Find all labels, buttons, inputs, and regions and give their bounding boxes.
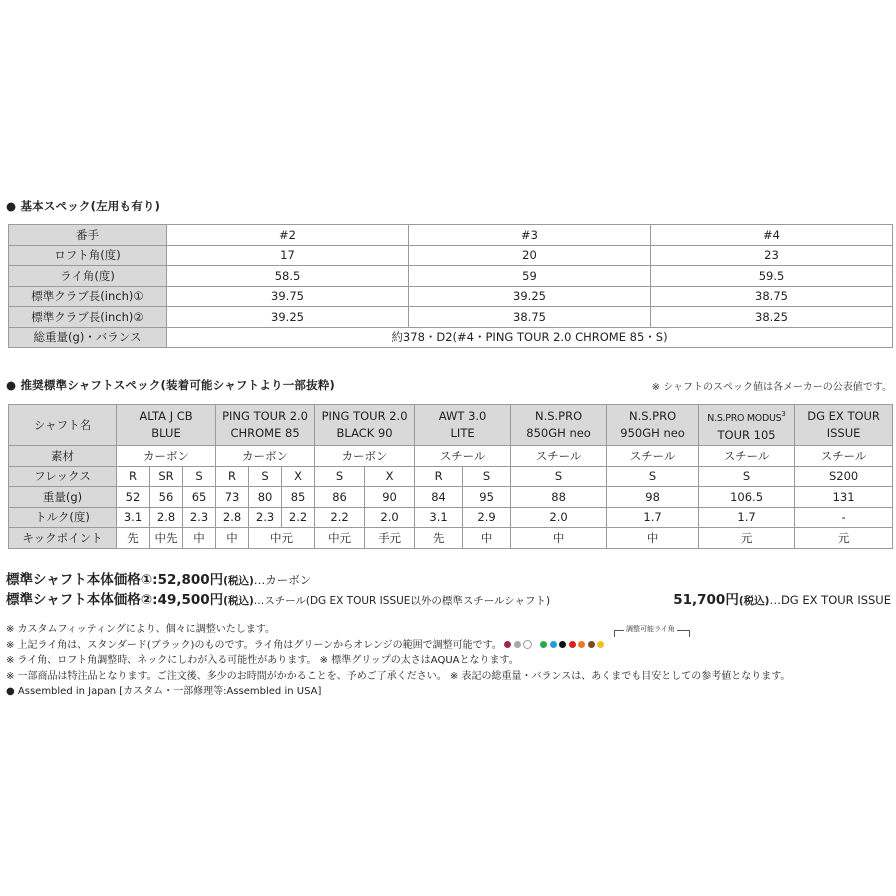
torque-cell: 2.9 bbox=[463, 507, 511, 528]
spec-cell: 38.75 bbox=[409, 307, 651, 328]
material-cell: スチール bbox=[415, 446, 511, 467]
kick-cell: 中 bbox=[183, 528, 216, 549]
price-2-tax: (税込) bbox=[223, 595, 254, 607]
shaft-name-line1: PING TOUR 2.0 bbox=[222, 409, 309, 423]
shaft-name-line2: 950GH neo bbox=[620, 426, 685, 440]
shaft-flex-row bbox=[9, 466, 893, 487]
price-2-label: 標準シャフト本体価格②: bbox=[6, 592, 158, 608]
kick-cell: 中元 bbox=[249, 528, 315, 549]
spec-weight-value: 約378・D2(#4・PING TOUR 2.0 CHROME 85・S) bbox=[167, 327, 893, 348]
torque-cell: 1.7 bbox=[699, 507, 795, 528]
price-line-3 bbox=[673, 588, 891, 608]
shaft-spec-table bbox=[8, 404, 893, 549]
price-1-tax: (税込) bbox=[223, 575, 254, 587]
weight-cell: 86 bbox=[315, 487, 365, 508]
price-2-amount: 49,500円 bbox=[157, 592, 224, 608]
shaft-material-row bbox=[9, 446, 893, 467]
shaft-row-label: 素材 bbox=[9, 446, 117, 467]
torque-cell: 2.8 bbox=[150, 507, 183, 528]
kick-cell: 元 bbox=[795, 528, 893, 549]
spec-row-label: 標準クラブ長(inch)② bbox=[9, 307, 167, 328]
spec-row-label: ライ角(度) bbox=[9, 266, 167, 287]
torque-cell: 2.3 bbox=[249, 507, 282, 528]
torque-cell: 2.0 bbox=[511, 507, 607, 528]
weight-cell: 80 bbox=[249, 487, 282, 508]
note-text: ※ 上記ライ角は、スタンダード(ブラック)のものです。ライ角はグリーンからオレンジの範囲で調整可能です。 bbox=[6, 639, 502, 651]
spec-col-2: #2 bbox=[167, 225, 409, 246]
material-cell: スチール bbox=[699, 446, 795, 467]
price-3-note: …DG EX TOUR ISSUE bbox=[769, 593, 891, 607]
spec-row-lie bbox=[9, 266, 893, 287]
shaft-torque-row bbox=[9, 507, 893, 528]
kick-cell: 中 bbox=[607, 528, 699, 549]
flex-cell: R bbox=[117, 466, 150, 487]
shaft-name-line1: DG EX TOUR bbox=[807, 409, 880, 423]
price-3-tax: (税込) bbox=[738, 595, 770, 607]
lie-color-dot bbox=[569, 641, 576, 648]
flex-cell: S bbox=[183, 466, 216, 487]
note-line: ※ 一部商品は特注品となります。ご注文後、多少のお時間がかかることを、予めご了承ください。 ※ 表記の総重量・バランスは、あくまでも目安としての参考値となります。 bbox=[6, 670, 791, 682]
shaft-spec-heading: ● 推奨標準シャフトスペック(装着可能シャフトより一部抜粋) bbox=[6, 378, 335, 392]
torque-cell: 3.1 bbox=[117, 507, 150, 528]
shaft-name-line2: BLACK 90 bbox=[336, 426, 393, 440]
shaft-name-line1: ALTA J CB bbox=[139, 409, 193, 423]
flex-cell: R bbox=[415, 466, 463, 487]
shaft-name-label: シャフト名 bbox=[9, 405, 117, 446]
spec-row-length2 bbox=[9, 307, 893, 328]
shaft-name-850gh bbox=[511, 405, 607, 446]
spec-cell: 23 bbox=[651, 245, 893, 266]
torque-cell: 2.0 bbox=[365, 507, 415, 528]
spec-row-label: 総重量(g)・バランス bbox=[9, 327, 167, 348]
torque-cell: 2.8 bbox=[216, 507, 249, 528]
weight-cell: 131 bbox=[795, 487, 893, 508]
weight-cell: 98 bbox=[607, 487, 699, 508]
shaft-name-line1: N.S.PRO MODUS bbox=[707, 412, 782, 424]
lie-color-dot bbox=[559, 641, 566, 648]
price-1-label: 標準シャフト本体価格①: bbox=[6, 572, 158, 588]
shaft-row-label: フレックス bbox=[9, 466, 117, 487]
kick-cell: 元 bbox=[699, 528, 795, 549]
lie-color-dot bbox=[540, 641, 547, 648]
shaft-name-line1: AWT 3.0 bbox=[438, 409, 487, 423]
shaft-name-line1: N.S.PRO bbox=[628, 409, 677, 423]
torque-cell: 1.7 bbox=[607, 507, 699, 528]
kick-cell: 中 bbox=[463, 528, 511, 549]
spec-cell: 58.5 bbox=[167, 266, 409, 287]
shaft-name-sup: 3 bbox=[781, 410, 786, 419]
price-3-amount: 51,700円 bbox=[673, 592, 739, 608]
torque-cell: 3.1 bbox=[415, 507, 463, 528]
note-line: ※ カスタムフィッティングにより、個々に調整いたします。 bbox=[6, 624, 275, 635]
weight-cell: 106.5 bbox=[699, 487, 795, 508]
shaft-name-line1: N.S.PRO bbox=[534, 409, 583, 423]
spec-col-3: #3 bbox=[409, 225, 651, 246]
lie-color-dot bbox=[578, 641, 585, 648]
spec-col-4: #4 bbox=[651, 225, 893, 246]
torque-cell: 2.2 bbox=[315, 507, 365, 528]
material-cell: スチール bbox=[607, 446, 699, 467]
shaft-name-line2: BLUE bbox=[151, 426, 181, 440]
lie-color-dot bbox=[514, 641, 521, 648]
weight-cell: 85 bbox=[282, 487, 315, 508]
shaft-kick-row bbox=[9, 528, 893, 549]
basic-spec-heading: ● 基本スペック(左用も有り) bbox=[6, 199, 161, 213]
flex-cell: S bbox=[511, 466, 607, 487]
basic-spec-table bbox=[8, 224, 893, 348]
kick-cell: 中先 bbox=[150, 528, 183, 549]
spec-row-label: ロフト角(度) bbox=[9, 245, 167, 266]
spec-header-label: 番手 bbox=[9, 225, 167, 246]
kick-cell: 中 bbox=[216, 528, 249, 549]
weight-cell: 56 bbox=[150, 487, 183, 508]
shaft-name-950gh bbox=[607, 405, 699, 446]
material-cell: スチール bbox=[795, 446, 893, 467]
spec-cell: 38.75 bbox=[651, 286, 893, 307]
flex-cell: S bbox=[463, 466, 511, 487]
kick-cell: 手元 bbox=[365, 528, 415, 549]
weight-cell: 65 bbox=[183, 487, 216, 508]
note-line-lie bbox=[6, 638, 790, 654]
weight-cell: 90 bbox=[365, 487, 415, 508]
lie-color-dots bbox=[502, 640, 605, 651]
shaft-name-line2: LITE bbox=[450, 426, 475, 440]
shaft-spec-note: ※ シャフトのスペック値は各メーカーの公表値です。 bbox=[651, 382, 892, 393]
weight-cell: 84 bbox=[415, 487, 463, 508]
kick-cell: 先 bbox=[415, 528, 463, 549]
material-cell: カーボン bbox=[117, 446, 216, 467]
kick-cell: 中 bbox=[511, 528, 607, 549]
material-cell: カーボン bbox=[315, 446, 415, 467]
flex-cell: R bbox=[216, 466, 249, 487]
lie-color-dot bbox=[504, 641, 511, 648]
spec-cell: 38.25 bbox=[651, 307, 893, 328]
lie-color-dot bbox=[597, 641, 604, 648]
price-line-1 bbox=[6, 568, 311, 588]
lie-color-dot bbox=[588, 641, 595, 648]
price-line-2 bbox=[6, 588, 550, 608]
shaft-name-line2: 850GH neo bbox=[526, 426, 591, 440]
flex-cell: X bbox=[365, 466, 415, 487]
flex-cell: SR bbox=[150, 466, 183, 487]
spec-cell: 59.5 bbox=[651, 266, 893, 287]
flex-cell: X bbox=[282, 466, 315, 487]
shaft-name-awt bbox=[415, 405, 511, 446]
torque-cell: 2.3 bbox=[183, 507, 216, 528]
weight-cell: 88 bbox=[511, 487, 607, 508]
kick-cell: 中元 bbox=[315, 528, 365, 549]
price-2-note: …スチール(DG EX TOUR ISSUE以外の標準スチールシャフト) bbox=[253, 595, 551, 607]
flex-cell: S bbox=[315, 466, 365, 487]
spec-header-row bbox=[9, 225, 893, 246]
lie-color-dot bbox=[550, 641, 557, 648]
shaft-name-line1: PING TOUR 2.0 bbox=[321, 409, 408, 423]
kick-cell: 先 bbox=[117, 528, 150, 549]
lie-color-dot bbox=[523, 640, 532, 649]
spec-cell: 39.75 bbox=[167, 286, 409, 307]
price-1-amount: 52,800円 bbox=[157, 572, 224, 588]
torque-cell: 2.2 bbox=[282, 507, 315, 528]
flex-cell: S bbox=[607, 466, 699, 487]
shaft-name-ping-black bbox=[315, 405, 415, 446]
flex-cell: S bbox=[699, 466, 795, 487]
spec-cell: 39.25 bbox=[167, 307, 409, 328]
shaft-row-label: 重量(g) bbox=[9, 487, 117, 508]
price-1-note: …カーボン bbox=[253, 573, 312, 587]
material-cell: カーボン bbox=[216, 446, 315, 467]
material-cell: スチール bbox=[511, 446, 607, 467]
spec-row-weight bbox=[9, 327, 893, 348]
spec-cell: 59 bbox=[409, 266, 651, 287]
shaft-name-line2: ISSUE bbox=[826, 426, 861, 440]
spec-row-length1 bbox=[9, 286, 893, 307]
spec-row-label: 標準クラブ長(inch)① bbox=[9, 286, 167, 307]
shaft-row-label: トルク(度) bbox=[9, 507, 117, 528]
weight-cell: 73 bbox=[216, 487, 249, 508]
note-line: ※ ライ角、ロフト角調整時、ネックにしわが入る可能性があります。 ※ 標準グリップの太さはAQUAとなります。 bbox=[6, 655, 519, 666]
spec-cell: 20 bbox=[409, 245, 651, 266]
shaft-name-alta bbox=[117, 405, 216, 446]
shaft-name-dg bbox=[795, 405, 893, 446]
weight-cell: 52 bbox=[117, 487, 150, 508]
lie-range-label: 調整可能ライ角 bbox=[626, 625, 675, 633]
shaft-name-ping-chrome bbox=[216, 405, 315, 446]
flex-cell: S200 bbox=[795, 466, 893, 487]
weight-cell: 95 bbox=[463, 487, 511, 508]
shaft-name-line2: TOUR 105 bbox=[717, 427, 776, 442]
spec-row-loft bbox=[9, 245, 893, 266]
flex-cell: S bbox=[249, 466, 282, 487]
shaft-weight-row bbox=[9, 487, 893, 508]
note-line: ● Assembled in Japan [カスタム・一部修理等:Assembled in USA] bbox=[6, 686, 322, 697]
shaft-name-modus bbox=[699, 405, 795, 446]
torque-cell: - bbox=[795, 507, 893, 528]
spec-cell: 17 bbox=[167, 245, 409, 266]
shaft-name-line2: CHROME 85 bbox=[230, 426, 300, 440]
spec-cell: 39.25 bbox=[409, 286, 651, 307]
shaft-row-label: キックポイント bbox=[9, 528, 117, 549]
shaft-name-row bbox=[9, 405, 893, 446]
